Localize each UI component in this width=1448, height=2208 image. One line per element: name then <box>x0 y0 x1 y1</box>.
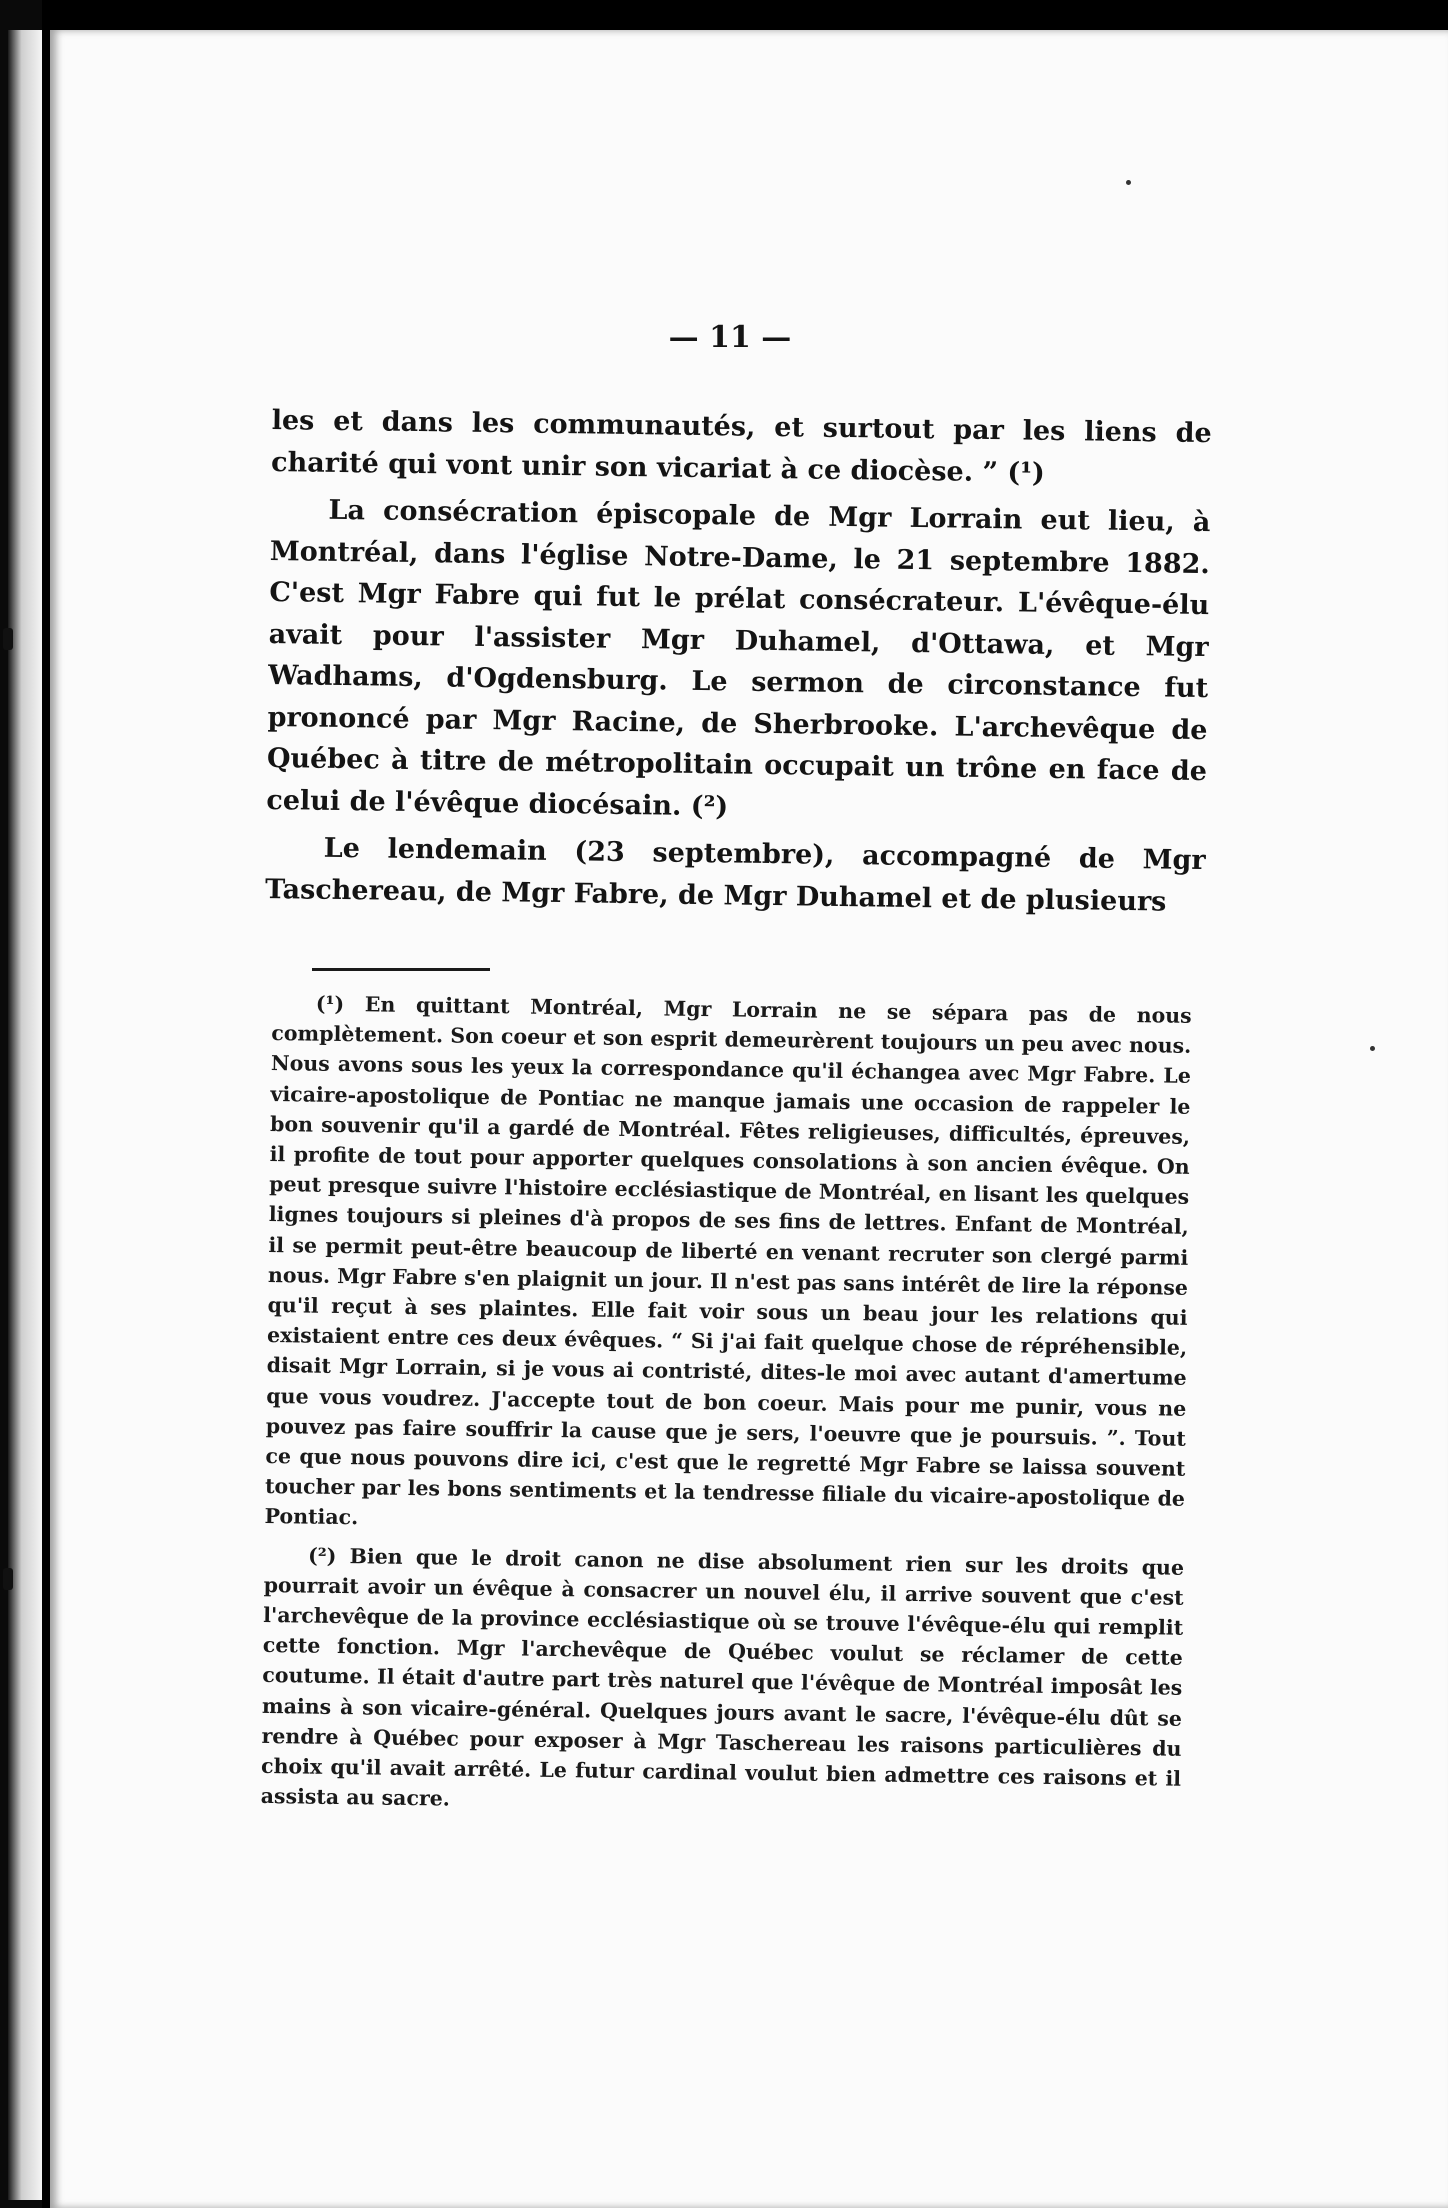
paragraph: La consécration épiscopale de Mgr Lorrain eut lieu, à Montréal, dans l'église Notre-Dame, le 21 septembre 1882. C'est Mgr Fabre qui fut le prélat consécrateur. L'évêque-élu avait pour l'assister Mgr Duhamel, d'Ottawa, et Mgr Wadhams, d'Ogdensburg. Le sermon de circonstance fut prononcé par Mgr Racine, de Sherbrooke. L'archevêque de Québec à titre de métropolitain occupait un trône en face de celui de l'évêque diocésain. (²) <box>266 494 1211 822</box>
book-page <box>50 30 1448 2208</box>
binding-mark <box>3 1568 13 1590</box>
footnote <box>261 1540 1185 1825</box>
binding-mark <box>3 628 13 650</box>
scan-speck <box>1370 1046 1375 1051</box>
paragraph-continuation: les et dans les communautés, et surtout par les liens de charité qui vont unir son vicariat à ce diocèse. ” (¹) <box>270 404 1212 489</box>
page-number: — 11 — <box>668 320 792 355</box>
footnote-text: Bien que le droit canon ne dise absolument rien sur les droits que pourrait avoir un évêque à consacrer un nouvel élu, il arrive souvent que c'est l'archevêque de la province ecclésiastique où se trouve l'évêque-élu qui remplit cette fonction. Mgr l'archevêque de Québec voulut se réclamer de cette coutume. Il était d'autre part très naturel que l'évêque de Montréal imposât les mains à son vicaire-général. Quelques jours avant le sacre, l'évêque-élu dût se rendre à Québec pour exposer à Mgr Taschereau les raisons particulières du choix qu'il avait arrêté. Le futur cardinal voulut bien admettre ces raisons et il assista au sacre. <box>260 1543 1185 1811</box>
footnote <box>264 988 1192 1544</box>
body-text <box>265 400 1212 929</box>
footnotes <box>260 988 1192 1832</box>
footnote-separator <box>312 968 490 971</box>
scan-speck <box>1126 180 1131 185</box>
page-edge-shadow <box>8 30 42 2200</box>
footnote-text: En quittant Montréal, Mgr Lorrain ne se sépara pas de nous complètement. Son coeur et son esprit demeurèrent toujours un peu avec nous. Nous avons sous les yeux la correspondance qu'il échangea avec Mgr Fabre. Le vicaire-apostolique de Pontiac ne manque jamais une occasion de rappeler le bon souvenir qu'il a gardé de Montréal. Fêtes religieuses, difficultés, épreuves, il profite de tout pour apporter quelques consolations à son ancien évêque. On peut presque suivre l'histoire ecclésiastique de Montréal, en lisant les quelques lignes toujours si pleines d'à propos de ses fins de lettres. Enfant de Montréal, il se permit peut-être beaucoup de liberté en venant recruter son clergé parmi nous. Mgr Fabre s'en plaignit un jour. Il n'est pas sans intérêt de lire la réponse qu'il reçut à ses plaintes. Elle fait voir sous un beau jour les relations qui existaient entre ces deux évêques. “ Si j'ai fait quelque chose de répréhensible, disait Mgr Lorrain, si je vous ai contristé, dites-le moi avec autant d'amertume que vous voudrez. J'accepte tout de bon coeur. Mais pour me punir, vous ne pouvez pas faire souffrir la cause que je sers, l'oeuvre que je poursuis. ”. Tout ce que nous pouvons dire ici, c'est que le regretté Mgr Fabre se laissa souvent toucher par les bons sentiments et la tendresse filiale du vicaire-apostolique de Pontiac. <box>264 992 1192 1530</box>
footnote-marker: (¹) <box>315 991 345 1017</box>
paragraph: Le lendemain (23 septembre), accompagné de Mgr Taschereau, de Mgr Fabre, de Mgr Duhamel et de plusieurs <box>264 832 1206 918</box>
footnote-marker: (²) <box>307 1543 337 1568</box>
